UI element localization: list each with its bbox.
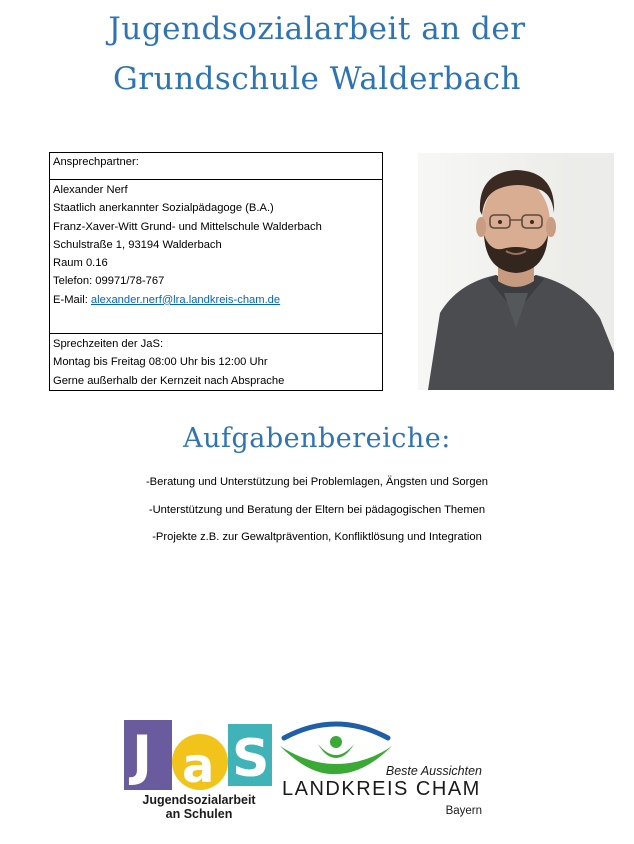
contact-email-label: E-Mail: — [53, 293, 91, 306]
contact-address: Schulstraße 1, 93194 Walderbach — [53, 238, 222, 251]
contact-email-line — [53, 291, 379, 309]
task-item: -Projekte z.B. zur Gewaltprävention, Konfliktlösung und Integration — [152, 531, 482, 543]
contact-photo — [418, 153, 614, 390]
contact-room: Raum 0.16 — [53, 257, 108, 270]
contact-phone: Telefon: 09971/78-767 — [53, 275, 165, 288]
contact-heading: Ansprechpartner: — [50, 153, 383, 180]
contact-email-link[interactable]: alexander.nerf@lra.landkreis-cham.de — [90, 293, 281, 306]
contact-name: Alexander Nerf — [53, 184, 128, 196]
contact-details — [50, 180, 383, 334]
tasks-heading: Aufgabenbereiche: — [183, 423, 451, 454]
page-title-line-2: Grundschule Walderbach — [113, 61, 521, 97]
page-title-line-1: Jugendsozialarbeit an der — [108, 11, 526, 47]
contact-job-title: Staatlich anerkannter Sozialpädagoge (B.A.) — [53, 202, 274, 215]
jas-logo-mark — [124, 716, 274, 792]
tasks-list — [0, 472, 634, 555]
svg-text:J: J — [132, 724, 153, 787]
jas-caption-line-1: Jugendsozialarbeit — [142, 793, 256, 807]
task-item: -Unterstützung und Beratung der Eltern bei pädagogischen Themen — [148, 503, 486, 516]
task-item: -Beratung und Unterstützung bei Problemlagen, Ängsten und Sorgen — [145, 476, 489, 488]
landkreis-cham-logo — [280, 716, 490, 826]
contact-school: Franz-Xaver-Witt Grund- und Mittelschule Walderbach — [53, 220, 322, 233]
cham-region: Bayern — [445, 805, 482, 817]
contact-details-row — [50, 180, 383, 334]
cham-name: LANDKREIS CHAM — [282, 778, 481, 800]
contact-table — [49, 152, 383, 391]
cham-logo-mark — [280, 716, 392, 778]
jas-caption — [124, 793, 274, 821]
jas-logo — [124, 716, 274, 826]
office-hours-heading: Sprechzeiten der JaS: — [53, 338, 164, 350]
cham-slogan: Beste Aussichten — [385, 764, 482, 778]
office-hours-row — [50, 334, 383, 391]
office-hours — [50, 334, 383, 391]
jas-caption-line-2: an Schulen — [165, 807, 233, 821]
page-title — [0, 4, 634, 104]
contact-heading-row — [50, 153, 383, 180]
office-hours-note: Gerne außerhalb der Kernzeit nach Absprache — [53, 374, 285, 387]
portrait-illustration — [418, 153, 614, 390]
svg-text:a: a — [182, 738, 215, 792]
office-hours-times: Montag bis Freitag 08:00 Uhr bis 12:00 Uhr — [53, 356, 268, 369]
svg-text:S: S — [232, 729, 270, 789]
